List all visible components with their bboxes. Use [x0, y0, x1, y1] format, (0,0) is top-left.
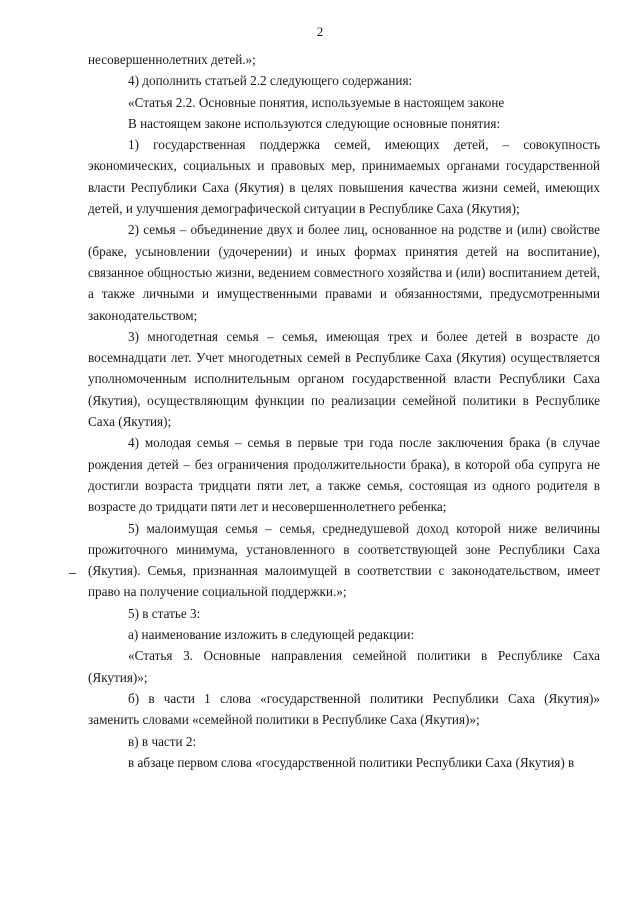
margin-mark [69, 573, 76, 574]
paragraph: 5) малоимущая семья – семья, среднедушевой доход которой ниже величины прожиточного минимума, установленного в соответствующей зоне Республики Саха (Якутия). Семья, признанная малоимущей в соответствии с законодательством, имеет право на получение социальной поддержки.»; [88, 520, 600, 600]
paragraph: В настоящем законе используются следующие основные понятия: [128, 115, 501, 131]
paragraph: «Статья 3. Основные направления семейной политики в Республике Саха (Якутия)»; [88, 648, 600, 685]
paragraph: а) наименование изложить в следующей редакции: [128, 627, 415, 643]
paragraph: б) в части 1 слова «государственной политики Республики Саха (Якутия)» заменить словами «семейной политики в Республике Саха (Якутия)»; [88, 690, 600, 728]
paragraph: 4) молодая семья – семья в первые три года после заключения брака (в случае рождения детей – без ограничения продолжительности брака), в которой оба супруга не достигли возраста тридцати пяти лет, а также семья, состоящая из одного родителя в возрасте до тридцати пяти лет и несовершеннолетнего ребенка; [88, 435, 600, 515]
paragraph: в абзаце первом слова «государственной политики Республики Саха (Якутия) в [128, 754, 575, 770]
paragraph: 2) семья – объединение двух и более лиц, основанное на родстве и (или) свойстве (браке, усыновлении (удочерении) и иных формах принятия детей на воспитание), связанное общностью жизни, ведением совместного хозяйства и (или) воспитанием детей, а также личными и имущественными правами и обязанностями, предусмотренными законодательством; [88, 222, 600, 323]
paragraph: 3) многодетная семья – семья, имеющая трех и более детей в возрасте до восемнадцати лет. Учет многодетных семей в Республике Саха (Якутия) осуществляется уполномоченным исполнительным органом государственной власти Республики Саха (Якутия), осуществляющим функции по реализации семейной политики в Республике Саха (Якутия); [88, 328, 600, 430]
paragraph: «Статья 2.2. Основные понятия, используемые в настоящем законе [128, 94, 505, 110]
document-body [88, 49, 600, 773]
paragraph: 4) дополнить статьей 2.2 следующего содержания: [128, 73, 413, 89]
page-number: 2 [316, 24, 324, 39]
paragraph: 1) государственная поддержка семей, имеющих детей, – совокупность экономических, социальных и правовых мер, принимаемых органами государственной власти Республики Саха (Якутия) в целях повышения качества жизни семей, имеющих детей, и улучшения демографической ситуации в Республике Саха (Якутия); [88, 137, 600, 217]
paragraph: в) в части 2: [128, 733, 197, 749]
paragraph: 5) в статье 3: [128, 605, 201, 621]
paragraph: несовершеннолетних детей.»; [88, 52, 256, 67]
